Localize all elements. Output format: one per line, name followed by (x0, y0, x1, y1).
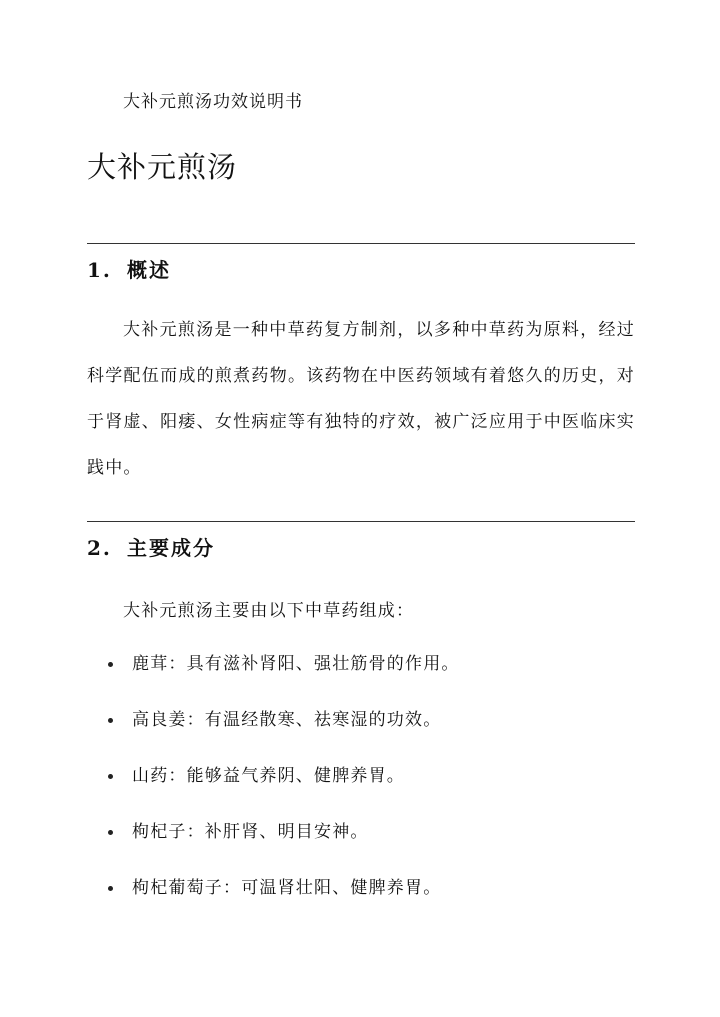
section-title: 概述 (127, 258, 171, 282)
list-item (108, 820, 460, 876)
list-item (108, 708, 460, 764)
bullet-icon (108, 830, 113, 835)
ingredient-text: 山药：能够益气养阴、健脾养胃。 (132, 766, 405, 786)
ingredient-text: 枸杞子：补肝肾、明目安神。 (132, 822, 369, 842)
section-divider-2 (87, 521, 635, 522)
bullet-icon (108, 774, 113, 779)
bullet-icon (108, 886, 113, 891)
section-number: 1. (87, 258, 112, 282)
document-title: 大补元煎汤 (87, 150, 238, 184)
section-divider-1 (87, 243, 635, 244)
section-heading-ingredients (87, 532, 215, 561)
list-item (108, 876, 460, 932)
list-item (108, 652, 460, 708)
document-subtitle: 大补元煎汤功效说明书 (123, 92, 303, 112)
ingredient-text: 枸杞葡萄子：可温肾壮阳、健脾养胃。 (132, 878, 442, 898)
section-title: 主要成分 (127, 536, 215, 560)
bullet-icon (108, 718, 113, 723)
ingredient-text: 鹿茸：具有滋补肾阳、强壮筋骨的作用。 (132, 654, 460, 674)
list-item (108, 764, 460, 820)
ingredient-text: 高良姜：有温经散寒、祛寒湿的功效。 (132, 710, 442, 730)
ingredients-intro: 大补元煎汤主要由以下中草药组成： (123, 601, 415, 621)
bullet-icon (108, 662, 113, 667)
section-heading-overview (87, 254, 171, 283)
ingredient-list (108, 652, 460, 932)
overview-paragraph: 大补元煎汤是一种中草药复方制剂，以多种中草药为原料，经过科学配伍而成的煎煮药物。该药物在中医药领域有着悠久的历史，对于肾虚、阳痿、女性病症等有独特的疗效，被广泛应用于中医临床实践中。 (87, 320, 635, 478)
section-number: 2. (87, 536, 112, 560)
